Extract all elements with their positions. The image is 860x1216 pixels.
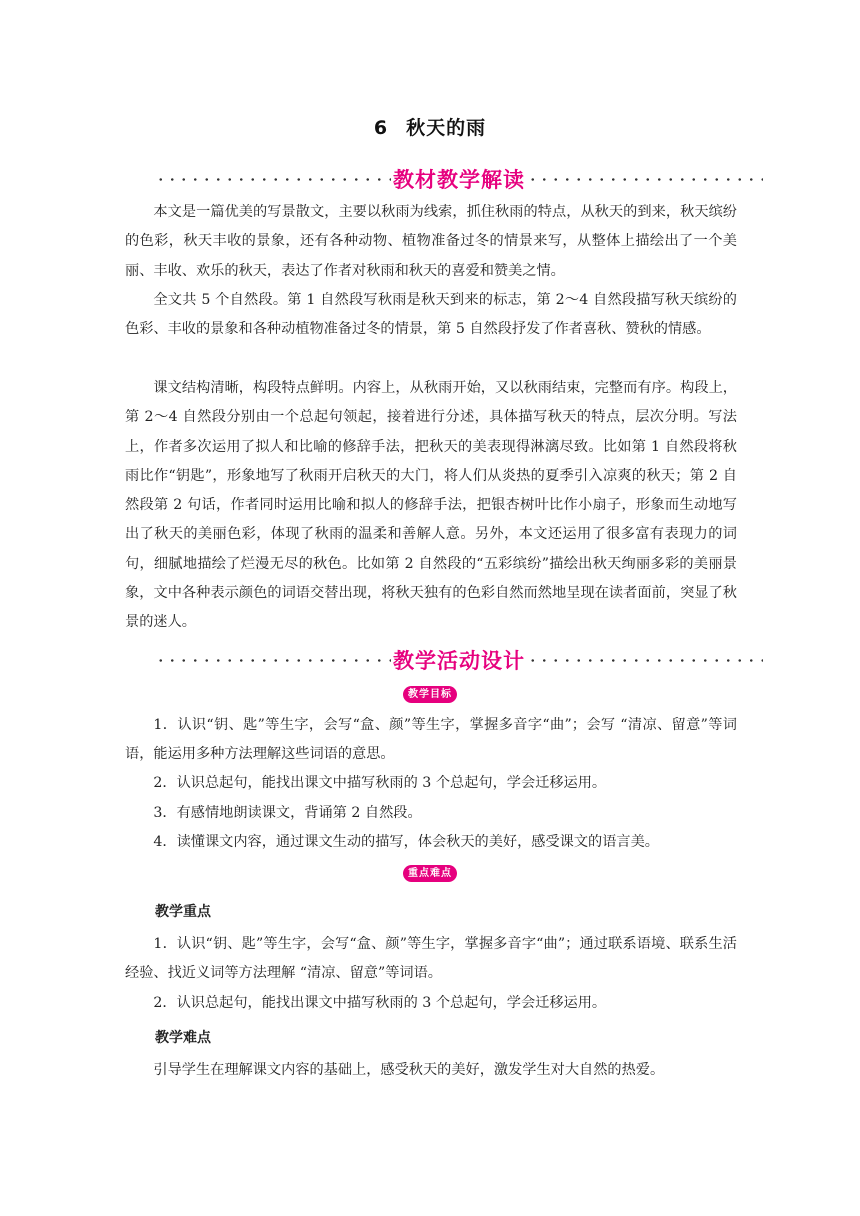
- subheading-key-points: 教学重点: [155, 904, 211, 920]
- goal-item: 3．有感情地朗读课文，背诵第 2 自然段。: [153, 805, 422, 821]
- difficult-point-text: 引导学生在理解课文内容的基础上，感受秋天的美好，激发学生对大自然的热爱。: [153, 1062, 665, 1078]
- dotted-rule-left: [155, 659, 391, 662]
- lesson-number: 6: [373, 117, 389, 139]
- lesson-title-text: 秋天的雨: [406, 117, 487, 139]
- goal-item: 1．认识“钥、匙”等生字，会写“盒、颜”等生字，掌握多音字“曲”；会写 “清凉、留意”等词语，能运用多种方法理解这些词语的意思。: [125, 717, 737, 763]
- paragraph-structure: 全文共 5 个自然段。第 1 自然段写秋雨是秋天到来的标志，第 2～4 自然段描写秋天缤纷的色彩、丰收的景象和各种动植物准备过冬的情景，第 5 自然段抒发了作者喜秋、赞秋的情感。: [125, 292, 737, 338]
- paragraph-analysis: 课文结构清晰，构段特点鲜明。内容上，从秋雨开始，又以秋雨结束，完整而有序。构段上，第 2～4 自然段分别由一个总起句领起，接着进行分述，具体描写秋天的特点，层次分明。写法上，作者多次运用了拟人和比喻的修辞手法，把秋天的美表现得淋漓尽致。比如第 1 自然段将秋雨比作“钥匙”，形象地写了秋雨开启秋天的大门，将人们从炎热的夏季引入凉爽的秋天；第 2 自然段第 2 句话，作者同时运用比喻和拟人的修辞手法，把银杏树叶比作小扇子，形象而生动地写出了秋天的美丽色彩，体现了秋雨的温柔和善解人意。另外，本文还运用了很多富有表现力的词句，细腻地描绘了烂漫无尽的秋色。比如第 2 自然段的“五彩缤纷”描绘出秋天绚丽多彩的美丽景象，文中各种表示颜色的词语交替出现，将秋天独有的色彩自然而然地呈现在读者面前，突显了秋景的迷人。: [125, 380, 737, 631]
- dotted-rule-right: [527, 178, 763, 181]
- subheading-difficult-points: 教学难点: [155, 1030, 211, 1046]
- lesson-title: [0, 113, 860, 140]
- paragraph-intro: 本文是一篇优美的写景散文，主要以秋雨为线索，抓住秋雨的特点，从秋天的到来，秋天缤纷的色彩，秋天丰收的景象，还有各种动物、植物准备过冬的情景来写，从整体上描绘出了一个美丽、丰收、欢乐的秋天，表达了作者对秋雨和秋天的喜爱和赞美之情。: [125, 204, 737, 279]
- section-title: 教材教学解读: [393, 168, 525, 192]
- key-point-item: 2．认识总起句，能找出课文中描写秋雨的 3 个总起句，学会迁移运用。: [153, 995, 607, 1011]
- key-point-item: 1．认识“钥、匙”等生字，会写“盒、颜”等生字，掌握多音字“曲”；通过联系语境、联系生活经验、找近义词等方法理解 “清凉、留意”等词语。: [125, 936, 737, 982]
- section-title: 教学活动设计: [393, 649, 525, 673]
- badge-teaching-goals: [0, 686, 860, 703]
- goal-item: 2．认识总起句，能找出课文中描写秋雨的 3 个总起句，学会迁移运用。: [153, 775, 607, 791]
- section-header-textbook-interpretation: [155, 164, 763, 194]
- badge-label: 重点难点: [403, 865, 457, 882]
- badge-label: 教学目标: [403, 686, 457, 703]
- goal-item: 4．读懂课文内容，通过课文生动的描写，体会秋天的美好，感受课文的语言美。: [153, 834, 659, 850]
- dotted-rule-left: [155, 178, 391, 181]
- badge-key-difficult-points: [0, 865, 860, 882]
- dotted-rule-right: [527, 659, 763, 662]
- section-header-activity-design: [155, 645, 763, 675]
